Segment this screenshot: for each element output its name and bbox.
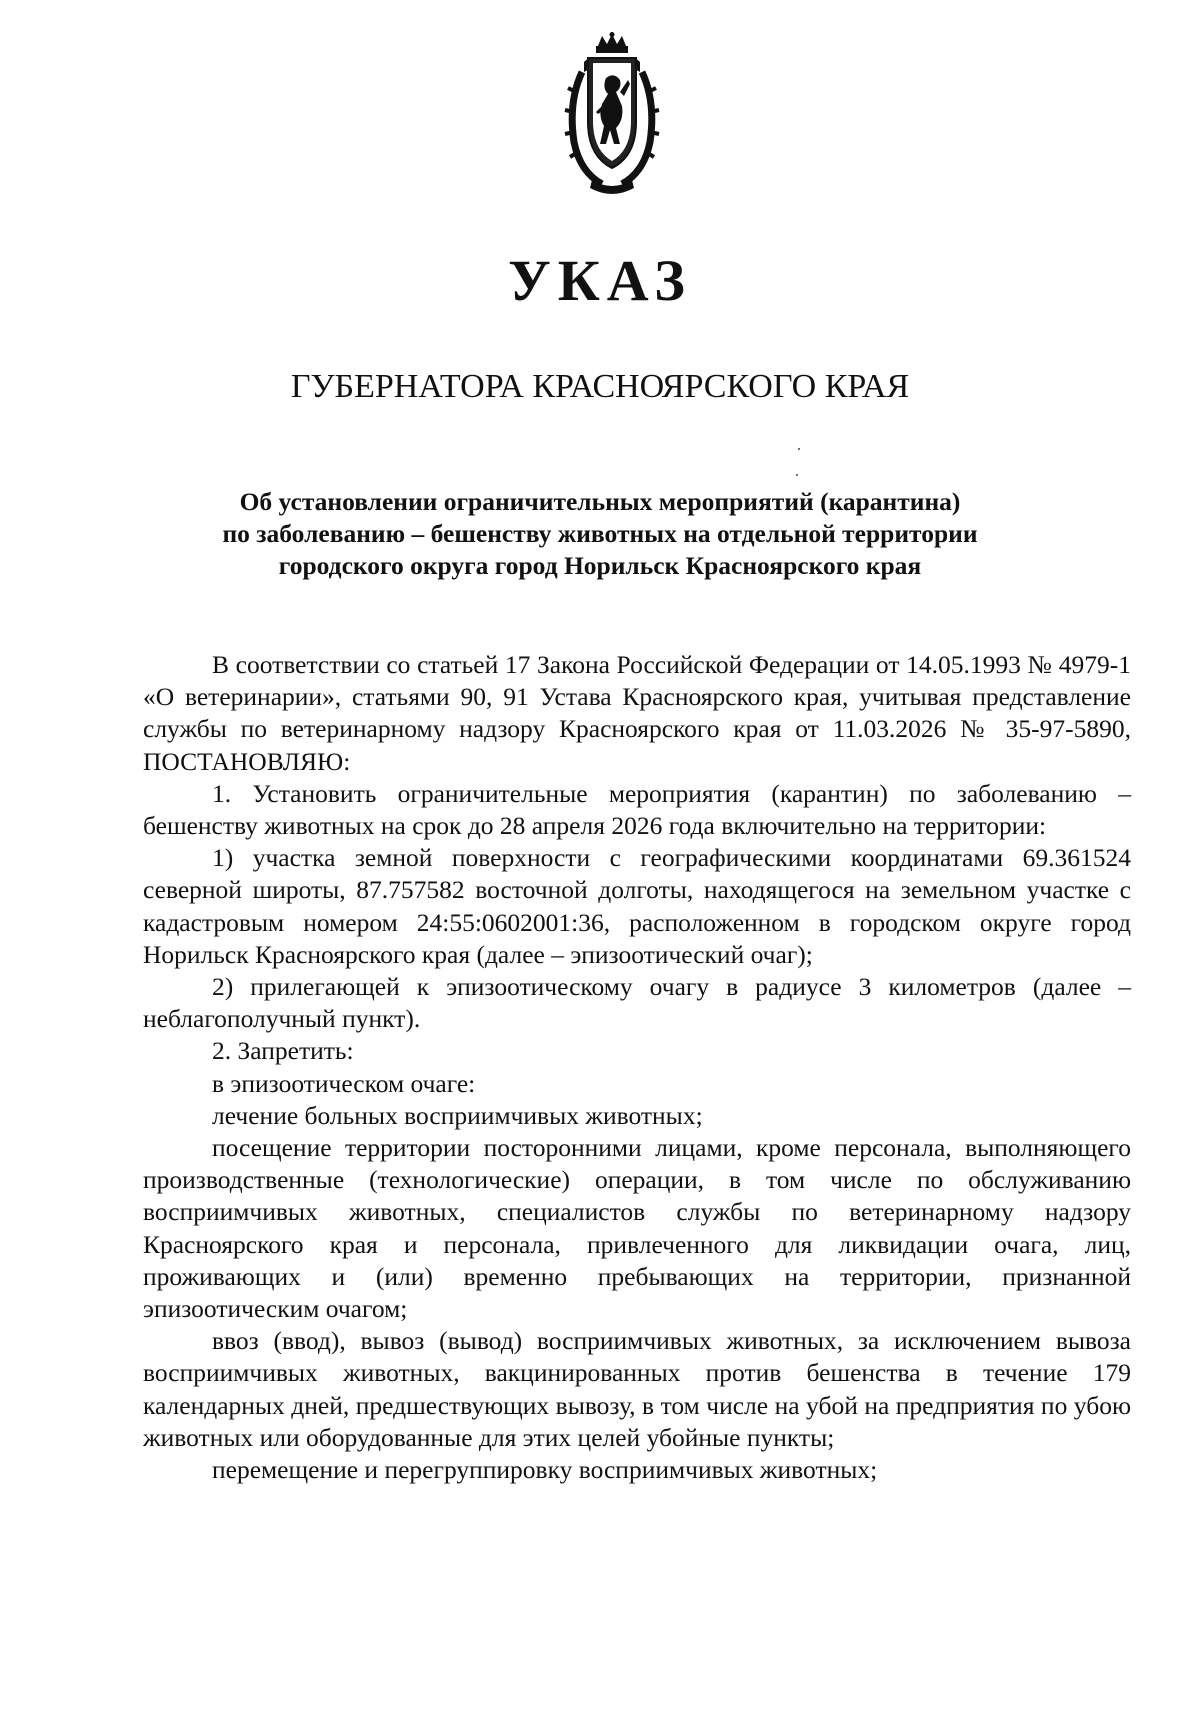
clause-1-item-2-paragraph: 2) прилегающей к эпизоотическому очагу в радиусе 3 километров (далее – неблагополучный пункт). <box>143 972 1131 1034</box>
clause-2-item-paragraph: лечение больных восприимчивых животных; <box>212 1100 703 1130</box>
clause-1-item-1-paragraph: 1) участка земной поверхности с географическими координатами 69.361524 северной широты, 87.757582 восточной долготы, находящегося на земельном участке с кадастровым номером 24:55:0602001:36, расположенном в городском округе город Норильск Красноярского края (далее – эпизоотический очаг); <box>143 843 1131 969</box>
heading-line: городского округа город Норильск Красноярского края <box>278 551 922 580</box>
clause-2-item-paragraph: посещение территории посторонними лицами, кроме персонала, выполняющего производственные (технологические) операции, в том числе по обслуживанию восприимчивых животных, специалистов службы по ветеринарному надзору Красноярского края и персонала, привлеченного для ликвидации очага, лиц, проживающих и (или) временно пребывающих на территории, признанной эпизоотическим очагом; <box>143 1133 1131 1324</box>
document-heading <box>150 486 1050 582</box>
clause-2-paragraph: 2. Запретить: <box>212 1036 354 1066</box>
clause-1-paragraph: 1. Установить ограничительные мероприятия (карантин) по заболеванию – бешенству животных на срок до 28 апреля 2026 года включительно на территории: <box>143 778 1131 841</box>
preamble-paragraph: В соответствии со статьей 17 Закона Российской Федерации от 14.05.1993 № 4979-1 «О ветеринарии», статьями 90, 91 Устава Красноярского края, учитывая представление службы по ветеринарному надзору Красноярского края от 11.03.2026 № 35-97-5890, ПОСТАНОВЛЯЮ: <box>143 650 1131 776</box>
scan-speck <box>798 448 800 450</box>
clause-2-item-paragraph: ввоз (ввод), вывоз (вывод) восприимчивых животных, за исключением вывоза восприимчивых животных, вакцинированных против бешенства в течение 179 календарных дней, предшествующих вывозу, в том числе на убой на предприятия по убою животных или оборудованные для этих целей убойные пункты; <box>143 1326 1131 1452</box>
document-title: УКАЗ <box>508 248 692 313</box>
krasnoyarsk-coat-of-arms-icon <box>562 32 662 198</box>
heading-line: по заболеванию – бешенству животных на отдельной территории <box>222 519 978 548</box>
document-subtitle: ГУБЕРНАТОРА КРАСНОЯРСКОГО КРАЯ <box>290 368 910 405</box>
clause-2-item-paragraph: перемещение и перегруппировку восприимчивых животных; <box>212 1455 878 1485</box>
scan-speck <box>796 474 798 476</box>
heading-line: Об установлении ограничительных мероприятий (карантина) <box>239 487 961 516</box>
clause-2-subheading: в эпизоотическом очаге: <box>212 1068 476 1098</box>
document-body <box>143 649 1131 1486</box>
